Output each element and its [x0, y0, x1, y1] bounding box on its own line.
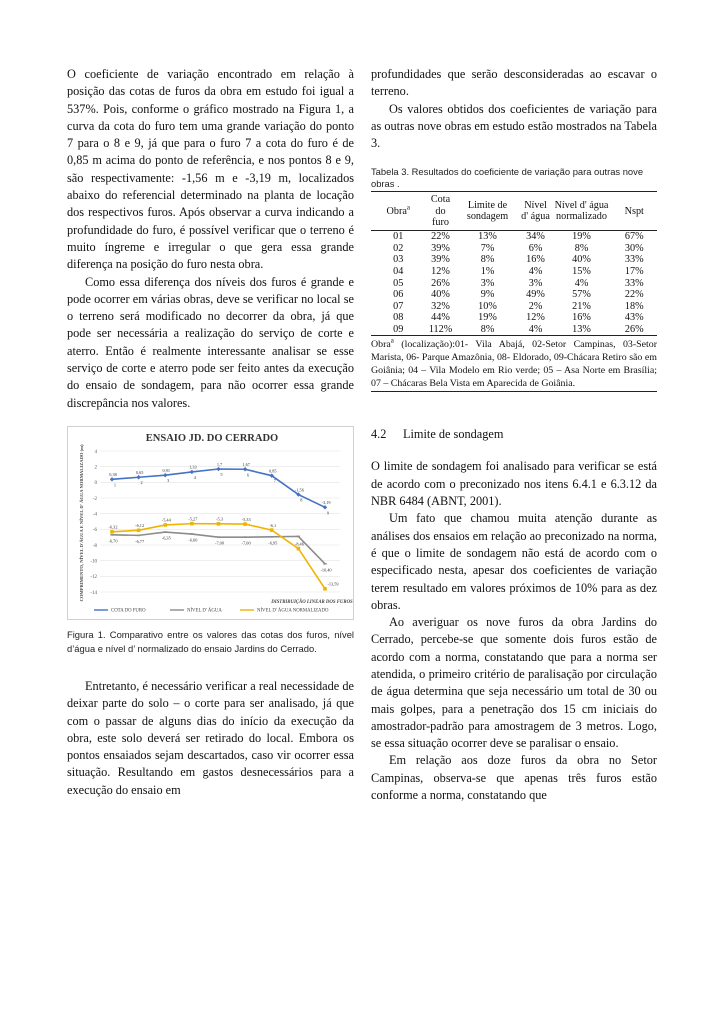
chart-data-label: -5,33: [241, 516, 251, 522]
chart-point: [243, 522, 247, 526]
chart-y-tick-label: -12: [90, 575, 97, 581]
chart-point: [190, 470, 194, 474]
chart-title: ENSAIO JD. DO CERRADO: [145, 432, 279, 444]
chart-data-label: 0,38: [109, 472, 117, 478]
chart-data-label: -6,12: [135, 523, 145, 529]
table-row: [371, 231, 657, 243]
chart-data-label: -10,40: [320, 567, 332, 573]
table-cell: 19%: [572, 231, 591, 243]
table-row: [371, 289, 657, 301]
chart-data-label: 0,65: [135, 469, 144, 475]
table-header-obra: Obra$^a$: [371, 192, 426, 231]
table-cell: 18%: [624, 300, 644, 312]
table-row: [371, 277, 657, 289]
chart-series-line: [112, 524, 325, 589]
table-row: [371, 301, 657, 313]
chart-y-tick-label: -8: [92, 543, 97, 549]
table-row: [371, 266, 657, 278]
right-paragraph-6: Em relação aos doze furos da obra no Setor Campinas, observa-se que apenas três furos estão conforme a norma, constatando que: [371, 753, 657, 803]
table-cell: 4%: [574, 277, 589, 289]
table-cell: 26%: [431, 277, 450, 289]
chart-point: [136, 475, 140, 479]
chart-point: [137, 535, 140, 537]
table-cell: 39%: [431, 242, 450, 254]
left-paragraph-1: O coeficiente de variação encontrado em relação à posição das cotas de furos da obra em estudo foi igual a 537%. Pois, conforme o gráfico mostrado na Figura 1, a curva da cota do furo tem uma grande variação do ponto 7 para o 8 e 9, já que para o furo 7 a cota do furo é de 0,85 m acima do ponto de referência, e nos pontos 8 e 9, são respectivamente: -1,56 m e -3,19 m, localizados abaixo do referencial determinado na planta de locação dos respectivos furos. Após observar a curva indicando a profundidade do furo, é possível verificar que o terreno é muito íngreme e irregular o que gera essa grande diferença na posição do furo nesta obra.: [67, 67, 354, 272]
table-cell: 40%: [572, 254, 591, 266]
section-title: Limite de sondagem: [403, 427, 504, 442]
chart-legend-label: NÍVEL D' ÁGUA NORMALIZADO: [257, 608, 329, 614]
table-cell: 22%: [431, 231, 450, 243]
table-cell: 05: [393, 277, 404, 289]
figure-caption: Figura 1. Comparativo entre os valores das cotas dos furos, nível d’água e nível d’ normalizado do ensaio Jardins do Cerrado.: [67, 628, 354, 654]
chart-legend-label: NÍVEL D' ÁGUA: [187, 608, 222, 614]
table-body: [371, 231, 657, 336]
table-cell: 13%: [478, 231, 497, 243]
table-cell: 12%: [431, 266, 450, 278]
table-header-row: [371, 192, 657, 231]
chart-y-tick-label: -6: [92, 528, 97, 534]
chart-data-label: -7,00: [241, 540, 251, 546]
chart-point-number: 1: [113, 482, 117, 488]
table-cell: 32%: [431, 300, 450, 312]
chart-data-label: -3,19: [321, 500, 331, 506]
table-header-nivel-normalizado: Nível d' água normalizado: [552, 192, 612, 231]
chart-data-label: 1,33: [189, 464, 197, 470]
chart-point: [190, 533, 193, 535]
chart-data-label: -6,1: [269, 522, 277, 528]
table-cell: 8%: [480, 254, 495, 266]
chart-point: [244, 536, 247, 538]
chart-data-label: -13,59: [327, 581, 339, 587]
table-header-nspt: Nspt: [612, 192, 657, 231]
chart-data-label: 1,67: [242, 461, 250, 467]
table-cell: 30%: [624, 242, 644, 254]
table-cell: 49%: [526, 289, 545, 301]
chart-point: [297, 536, 300, 538]
chart-point: [110, 534, 113, 536]
chart-data-label: -8,46: [294, 541, 304, 547]
table-cell: 33%: [624, 277, 644, 289]
chart-data-label: -5,3: [216, 516, 223, 522]
table-cell: 10%: [478, 300, 497, 312]
chart-point-number: 7: [273, 478, 276, 484]
table-row: [371, 312, 657, 324]
section-heading: [371, 426, 657, 443]
chart-series-lines: [109, 462, 339, 591]
chart-legend: [94, 608, 329, 614]
chart-point-number: 8: [300, 497, 303, 503]
chart-point-number: 5: [220, 471, 223, 477]
chart-data-label: -6,77: [135, 538, 145, 544]
left-paragraph-2: Como essa diferença dos níveis dos furos é grande e pode ocorrer em várias obras, deve se verificar no local se o terreno será modificado no decorrer da obra, já que pode ser necessária a realização do serviço de corte e aterro. Então é realmente interessante analisar se esse serviço de corte e aterro pode ser feito antes da execução do ensaio de sondagem, para não ocorrer essa grande discrepância nos valores.: [67, 274, 354, 410]
chart-y-tick-label: 0: [94, 481, 97, 487]
table-cell: 19%: [478, 312, 497, 324]
table-cell: 22%: [624, 289, 644, 301]
table-header-cota: Cota do furo: [426, 192, 456, 231]
table-cell: 26%: [612, 324, 657, 336]
chart-point: [323, 587, 327, 591]
right-paragraph-2: Os valores obtidos dos coeficientes de variação para as outras nove obras em estudo estão mostrados na Tabela 3.: [371, 101, 657, 151]
table-cell: 3%: [480, 277, 495, 289]
table-cell: 34%: [526, 231, 545, 243]
chart-point: [323, 563, 326, 565]
chart-series-line: [112, 469, 325, 507]
chart-svg: [68, 427, 353, 619]
table-cell: 40%: [431, 289, 450, 301]
chart-point-number: 6: [247, 472, 250, 478]
chart-point: [110, 477, 114, 481]
table-cell: 15%: [572, 266, 591, 278]
table-cell: 112%: [426, 324, 456, 336]
chart-point: [163, 473, 167, 477]
table-cell: 21%: [572, 300, 591, 312]
table-cell: 04: [393, 266, 404, 278]
table-cell: 8%: [574, 242, 589, 254]
table-cell: 57%: [572, 289, 591, 301]
chart-data-label: -5,27: [188, 516, 198, 522]
chart-point: [270, 528, 274, 532]
table-cell: 03: [393, 254, 404, 266]
left-paragraph-3: Entretanto, é necessário verificar a real necessidade de deixar parte do solo – o corte para ser analisado, já que com o passar de alguns dias do início da execução da obra, este solo deverá ser retirado do local. Embora os pontos ensaiados sejam descartados, caso vir ocorrer essa situação. Resultando em gastos desnecessários para a execução do ensaio em: [67, 678, 354, 797]
chart-y-tick-label: -4: [92, 512, 97, 518]
table-cell: 2%: [528, 300, 543, 312]
chart-data-label: -6,35: [161, 535, 171, 541]
table-cell: 67%: [624, 231, 644, 243]
chart-data-label: -1,56: [294, 487, 304, 493]
table-cell: 6%: [528, 242, 543, 254]
results-table: [371, 191, 657, 336]
table-cell: 12%: [526, 312, 545, 324]
chart-point: [243, 467, 247, 471]
table-cell: 01: [393, 231, 404, 243]
chart-point: [297, 547, 301, 551]
table-cell: 33%: [624, 254, 644, 266]
chart-data-label: -6,70: [108, 538, 118, 544]
table-cell: 1%: [480, 266, 495, 278]
chart-y-tick-label: -10: [90, 559, 97, 565]
chart-point: [110, 530, 114, 534]
table-cell: 16%: [526, 254, 545, 266]
table-row: [371, 243, 657, 255]
table-cell: 43%: [624, 312, 644, 324]
chart-point-number: 9: [326, 510, 330, 516]
table-header-nivel: Nível d' água: [520, 192, 552, 231]
table-cell: 8%: [456, 324, 520, 336]
table-cell: 02: [393, 242, 404, 254]
table-header-limite: Limite de sondagem: [456, 192, 520, 231]
chart-point: [217, 522, 221, 526]
chart-point-number: 3: [167, 478, 170, 484]
right-paragraph-3: O limite de sondagem foi analisado para verificar se está de acordo com o preconizado nos itens 6.4.1 e 6.3.12 da NBR 6484 (ABNT, 2001).: [371, 459, 657, 509]
table-cell: 17%: [624, 266, 644, 278]
chart-data-label: -6,32: [108, 524, 118, 530]
chart-point: [190, 522, 194, 526]
table-cell: 3%: [528, 277, 543, 289]
right-paragraph-4: Um fato que chamou muita atenção durante as análises dos ensaios em relação ao preconizado na norma, é que o limite de sondagem não está de acordo com o especificado nesta, apesar dos coeficientes de variação terem resultado em valores próximos de 10% para as dez obras.: [371, 511, 657, 612]
table-row: [371, 254, 657, 266]
table-note: Obra$^a$ (localização):01- Vila Abajá, 02-Setor Campinas, 03-Setor Marista, 06- Parque Amazônia, 08- Eldorado, 09-Chácara Retiro são em Goiânia; 04 – Vila Modelo em Rio verde; 05 – Asa Norte em Brasília; 07 – Chácaras Bela Vista em Aparecida de Goiânia.: [371, 338, 657, 392]
table-cell: 08: [393, 312, 404, 324]
chart-y-tick-label: -2: [92, 496, 97, 502]
table-cell: 09: [371, 324, 426, 336]
table-cell: 06: [393, 289, 404, 301]
chart-data-label: 0,91: [162, 467, 171, 473]
chart-y-tick-label: -14: [90, 590, 97, 596]
table-cell: 16%: [572, 312, 591, 324]
chart-x-axis-label: DISTRIBUIÇÃO LINEAR DOS FUROS: [271, 599, 353, 605]
table-cell: 07: [393, 300, 404, 312]
chart-data-label: 0,85: [268, 468, 277, 474]
chart-point-number: 2: [140, 480, 143, 486]
chart-data-label: -5,44: [161, 517, 171, 523]
table-cell: 13%: [552, 324, 612, 336]
chart-point-number: 4: [193, 474, 196, 480]
chart-y-axis-label: COMPRIMENTO, NÍVEL D'ÁGUA E NÍVEL D' ÁGUA NORMALIZADO (m): [79, 444, 84, 602]
chart-point: [217, 536, 220, 538]
chart-legend-label: COTA DO FURO: [111, 608, 146, 614]
table-cell: 4%: [520, 324, 552, 336]
table-cell: 39%: [431, 254, 450, 266]
chart-data-label: -6,60: [188, 537, 198, 543]
chart-y-tick-label: 4: [94, 449, 97, 455]
chart-data-label: -7,00: [215, 540, 224, 546]
chart-point: [164, 531, 167, 533]
table-row: [371, 324, 657, 336]
chart-data-label: -6,95: [268, 540, 278, 546]
chart-y-tick-label: 2: [94, 465, 97, 471]
chart-point: [163, 523, 167, 527]
table-caption: Tabela 3. Resultados do coeficiente de variação para outras nove obras .: [371, 166, 644, 190]
table-cell: 7%: [480, 242, 495, 254]
left-column: [67, 66, 354, 799]
table-cell: 9%: [480, 289, 495, 301]
figure-1-chart: [67, 426, 354, 620]
right-paragraph-1: profundidades que serão desconsideradas ao escavar o terreno.: [371, 67, 657, 99]
right-paragraph-5: Ao averiguar os nove furos da obra Jardins do Cerrado, percebe-se que somente dois furos estão de acordo com a norma, constatando que para a norma ser atendida, o primeiro critério de paralisação por circulação de água determina que seja necessário um total de 30 ou mais golpes, para a penetração dos 15 cm iniciais do amostrador-padrão para amostragem de 3 metros. Logo, se essa situação ocorrer deve se paralisar o ensaio.: [371, 615, 657, 751]
section-number: 4.2: [371, 427, 387, 442]
table-cell: 4%: [528, 266, 543, 278]
chart-point: [270, 536, 273, 538]
chart-point: [137, 528, 141, 532]
right-column: [371, 66, 657, 804]
chart-point: [216, 467, 220, 471]
table-cell: 44%: [431, 312, 450, 324]
chart-y-ticks: [90, 450, 97, 596]
chart-data-label: 1,7: [216, 461, 223, 467]
